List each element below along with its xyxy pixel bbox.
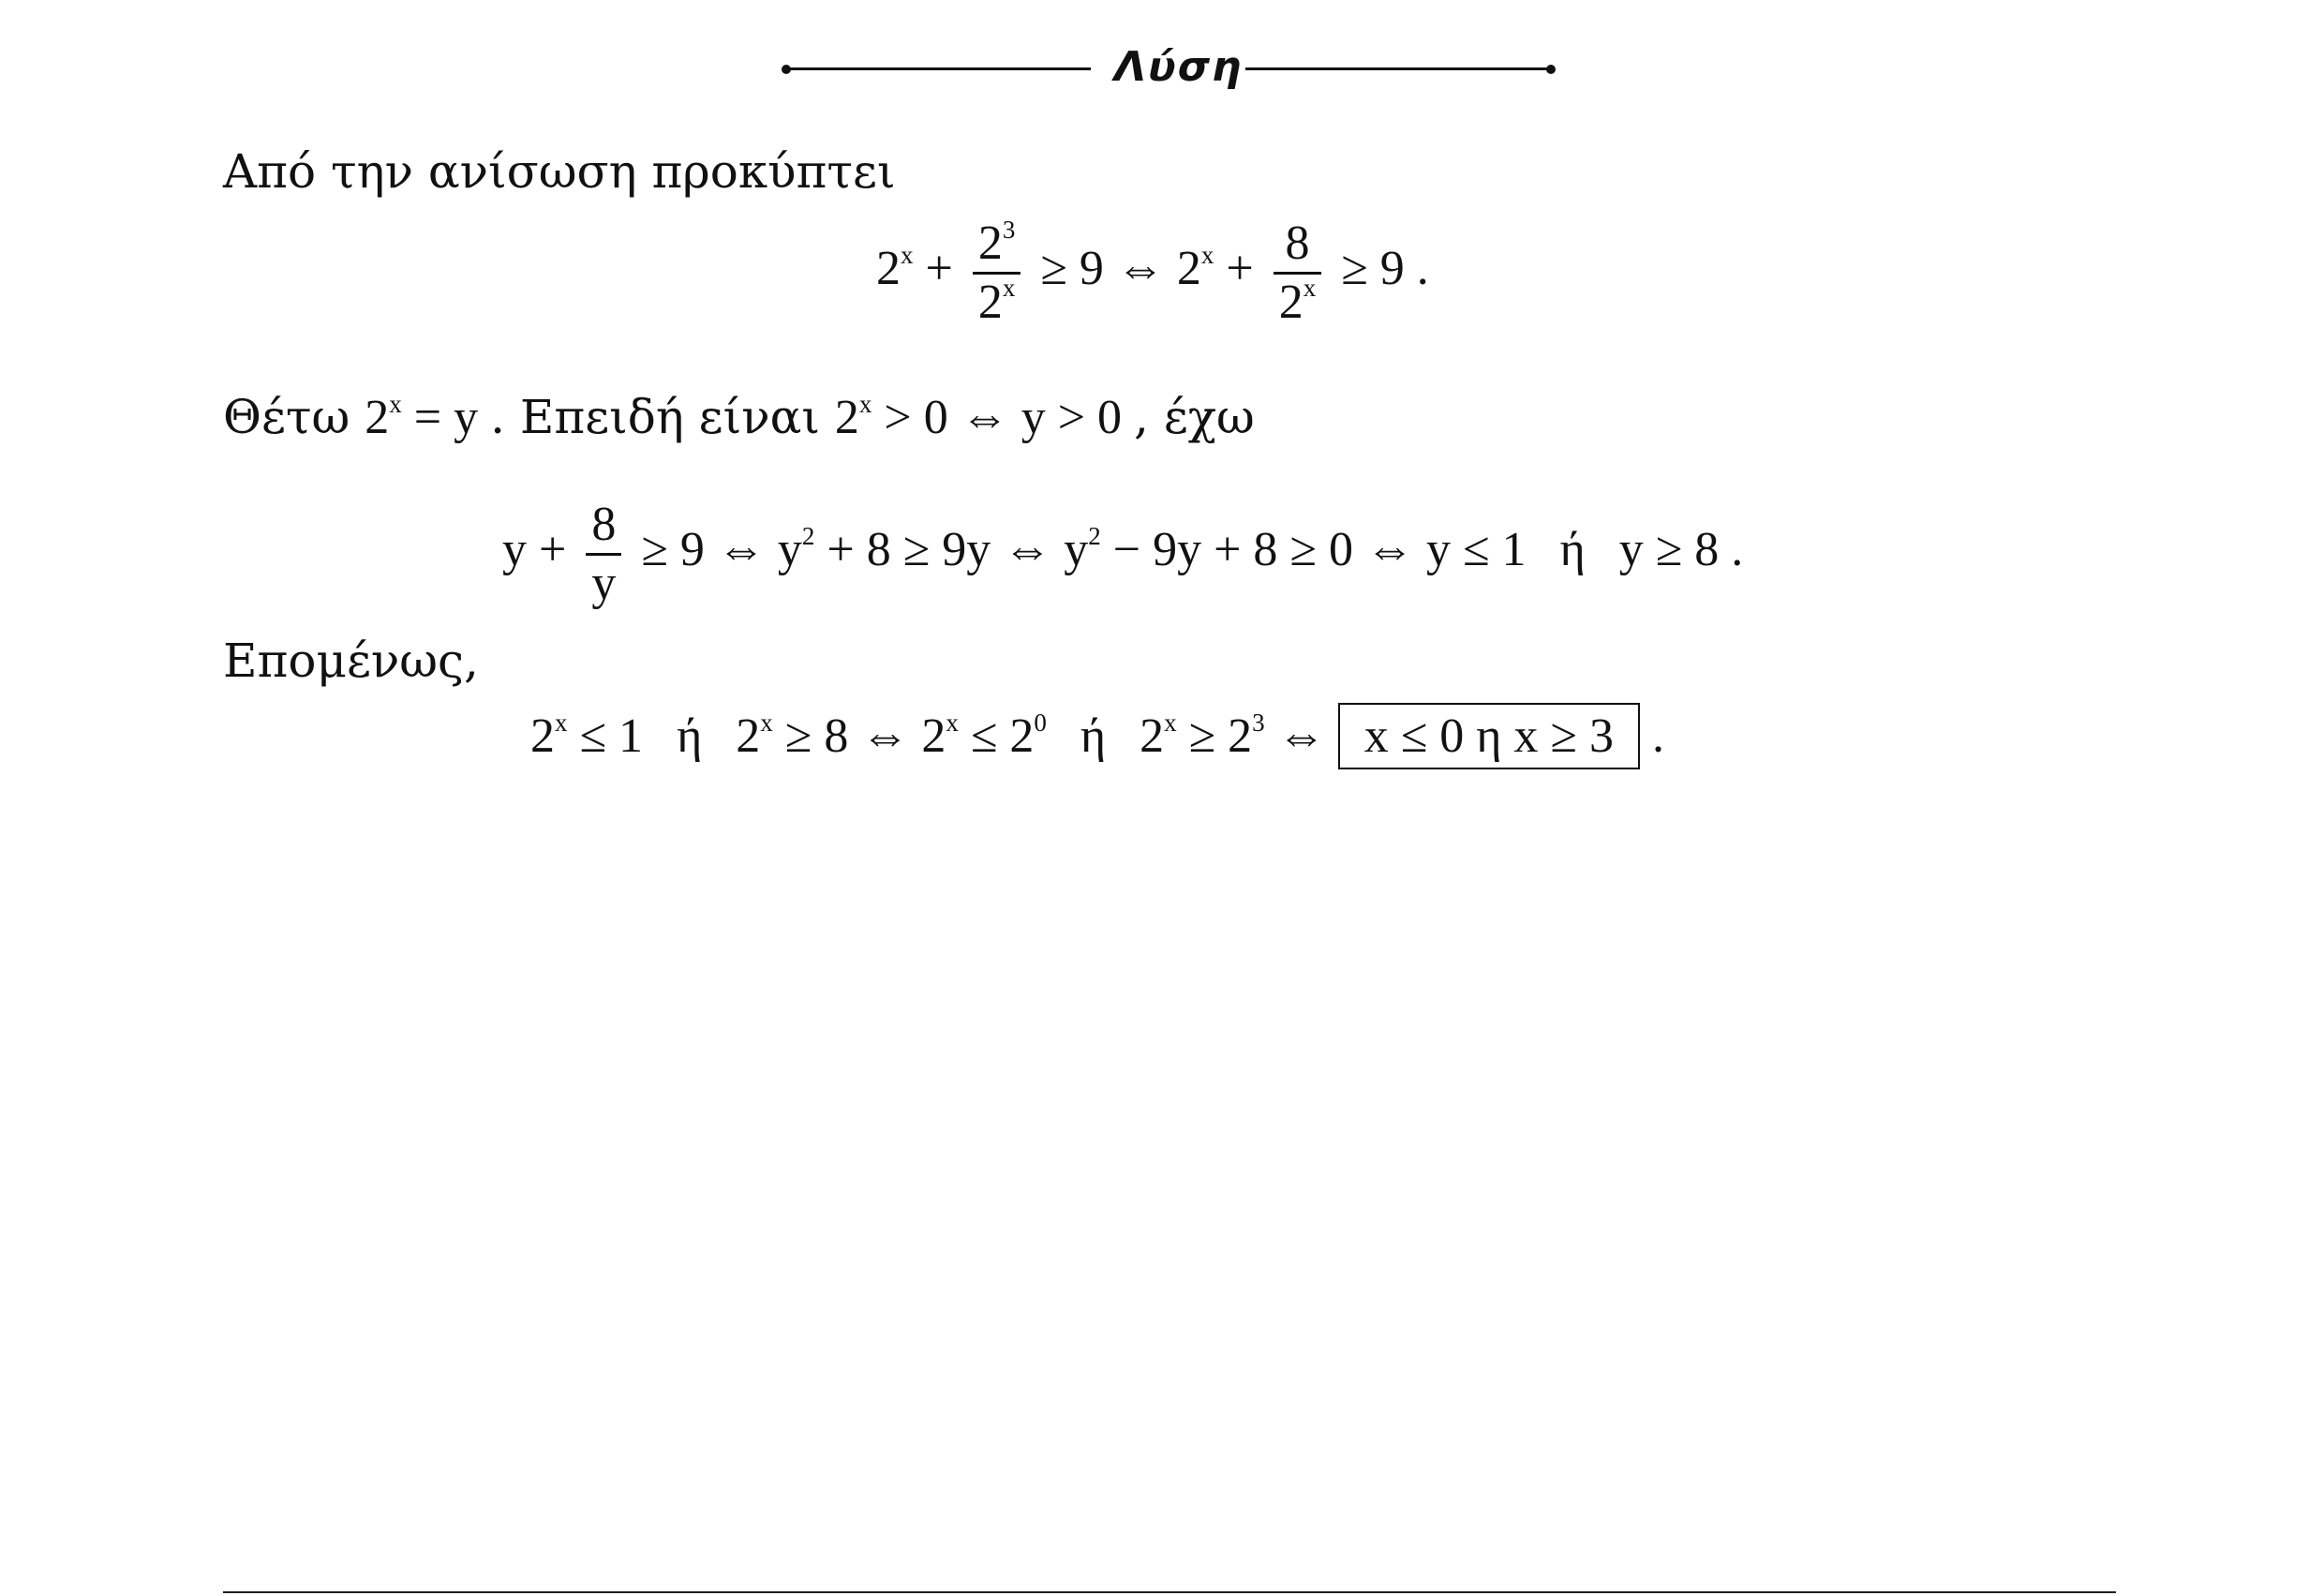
word-or: ή bbox=[677, 709, 703, 763]
word-or: ή bbox=[1080, 709, 1107, 763]
paragraph-substitution bbox=[223, 390, 1255, 445]
equation-3: $2^x \le 1$ ή $2^x \ge 8$ ⇔ $2^x \le 2^0$ ή $2^x \ge 2^3$ ⇔ x ≤ 0 η x ≥ 3 . bbox=[530, 703, 1664, 769]
heading-left-rule bbox=[786, 67, 1091, 70]
paragraph-therefore: Επομένως, bbox=[223, 634, 479, 688]
page-bottom-rule bbox=[223, 1591, 2116, 1593]
section-title: Λύση bbox=[1114, 43, 1244, 91]
equation-1: $2^x$ + $\frac{2^3}{2^x}$ ≥ 9 ⇔ $2^x$ + $\frac{8}{2^x}$ ≥ 9 . bbox=[876, 215, 1429, 329]
text-epeidi: . Επειδή είναι bbox=[490, 390, 820, 444]
heading-right-dot bbox=[1546, 65, 1556, 74]
heading-right-rule bbox=[1245, 67, 1551, 70]
paragraph-intro: Από την ανίσωση προκύπτει bbox=[223, 144, 896, 199]
equation-2: y + $\frac{8}{y}$ ≥ 9 ⇔ $y^2 + 8 \ge 9y$ ⇔ $y^2 - 9y + 8 \ge 0$ ⇔ y ≤ 1 ή y ≥ 8 . bbox=[502, 498, 1744, 610]
word-or: ή bbox=[1559, 523, 1586, 577]
math-positivity: $2^x > 0$ ⇔ y > 0 bbox=[834, 389, 1135, 444]
section-heading bbox=[782, 37, 1556, 103]
text-theto: Θέτω bbox=[223, 390, 350, 444]
boxed-answer: x ≤ 0 η x ≥ 3 bbox=[1338, 703, 1640, 769]
text-exo: , έχω bbox=[1134, 390, 1255, 444]
math-substitution: $2^x = y$ bbox=[365, 389, 491, 444]
